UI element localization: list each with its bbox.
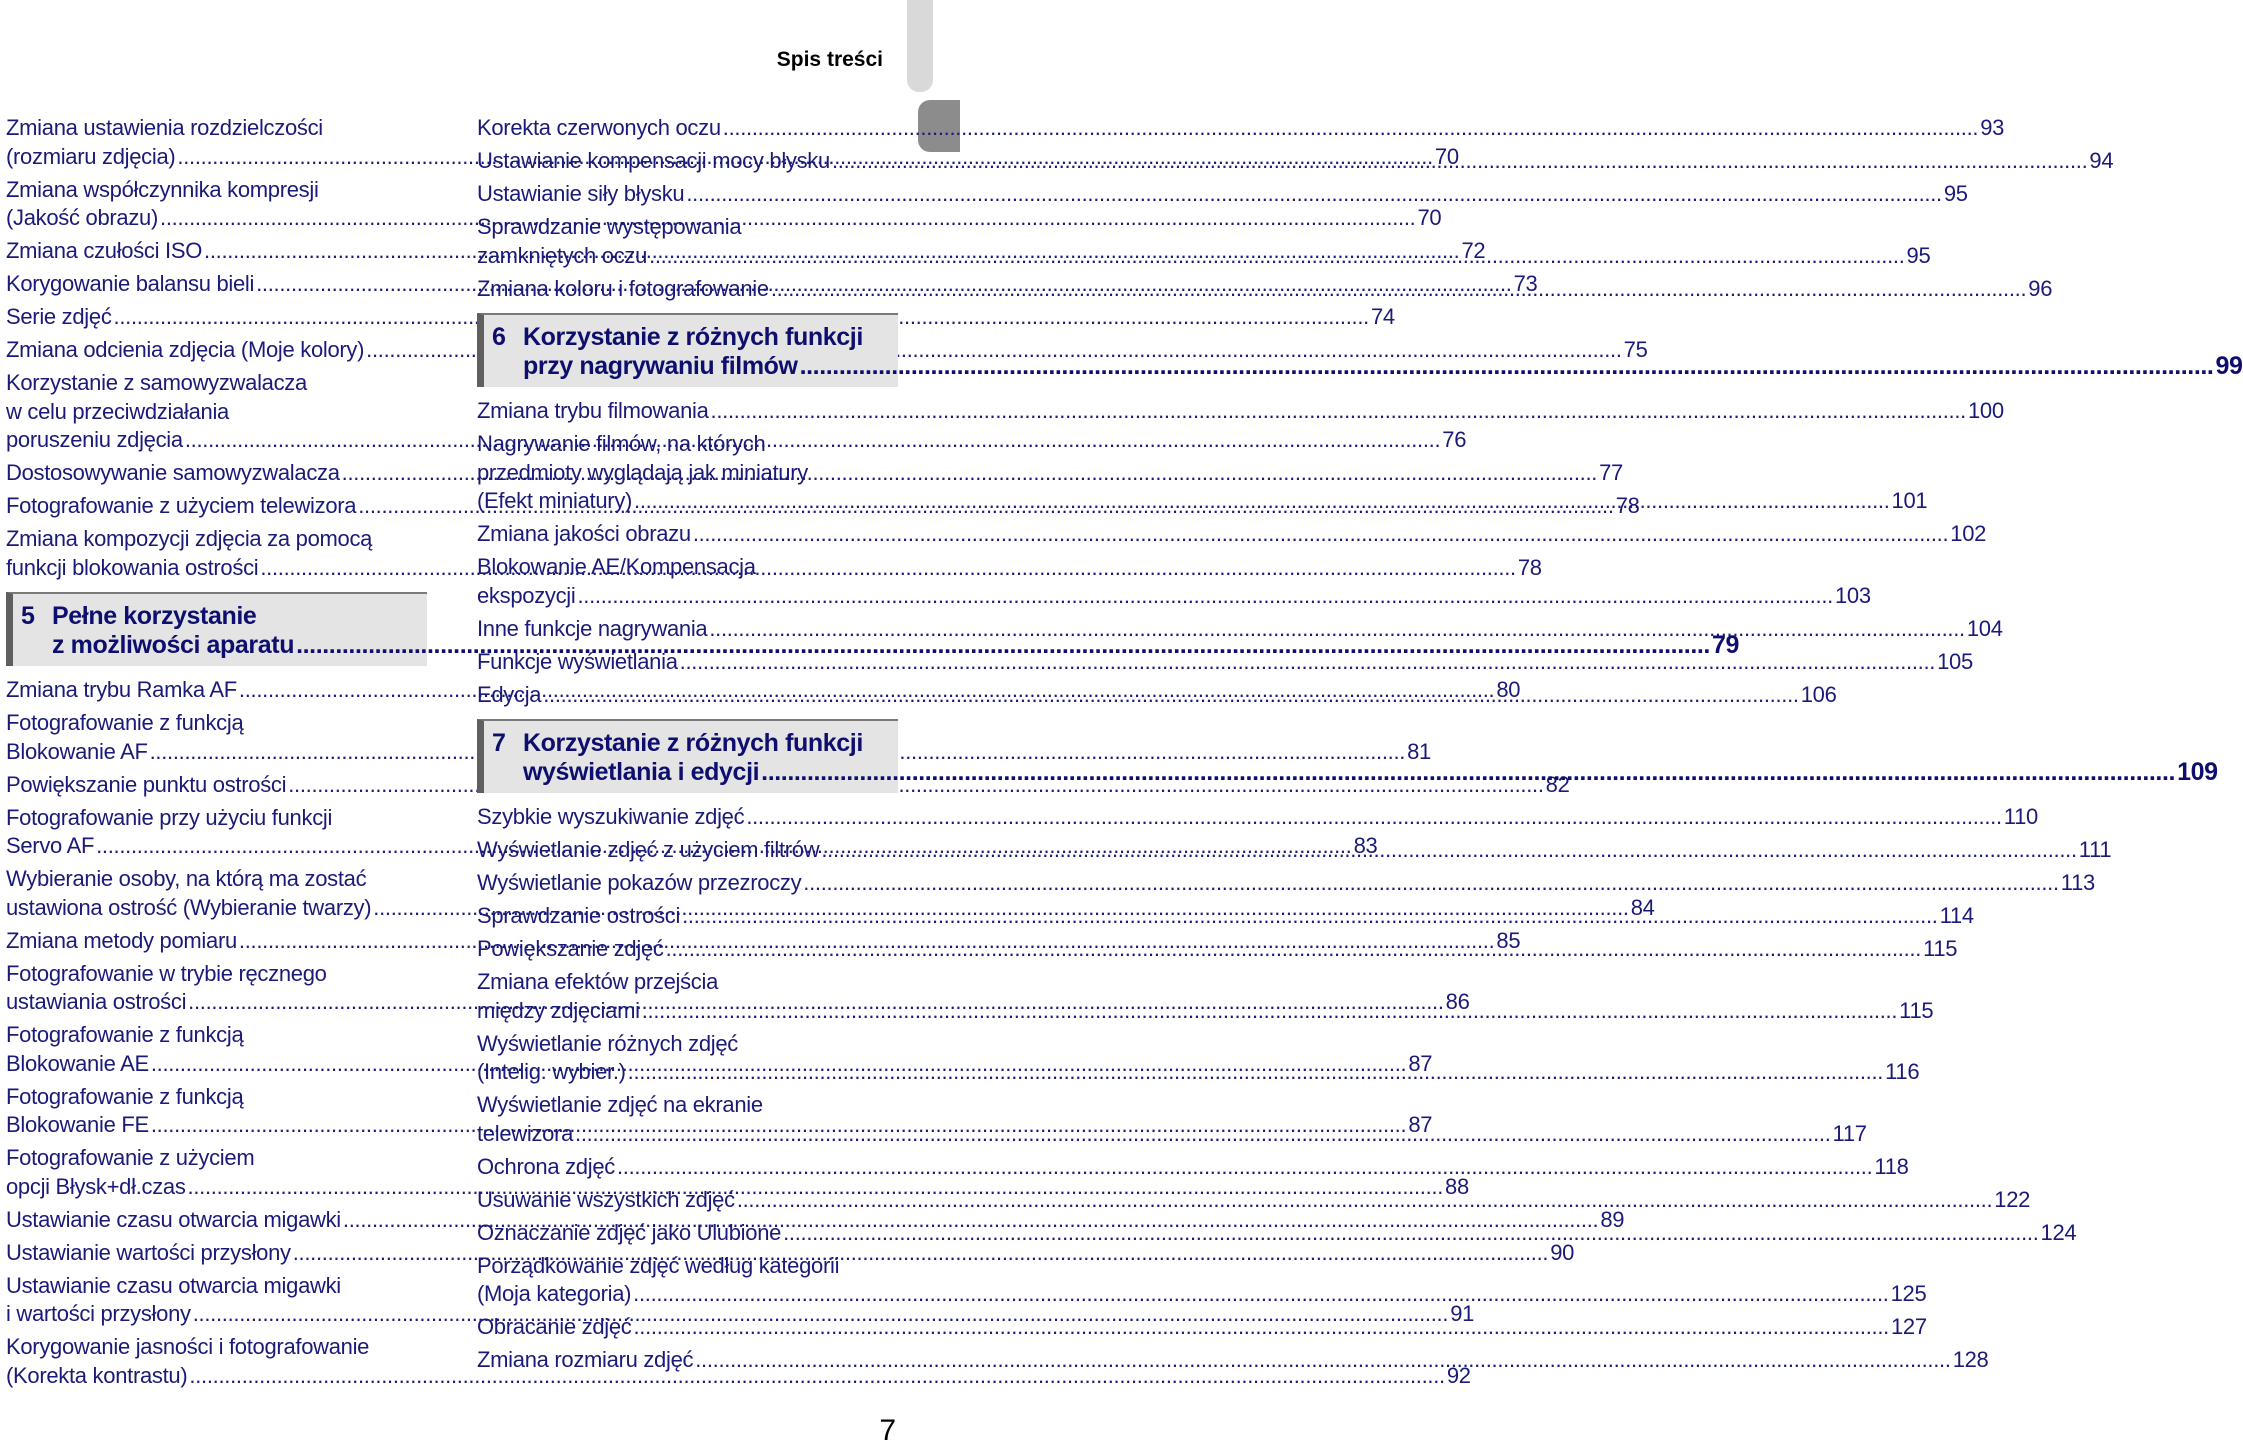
leader-dots xyxy=(666,935,1921,964)
toc-entry-text: Fotografowanie z użyciem xyxy=(6,1145,255,1170)
toc-page-number: 93 xyxy=(1980,115,2005,140)
leader-dots xyxy=(771,275,2026,304)
toc-entry-text: Wyświetlanie zdjęć na ekranie xyxy=(477,1092,763,1117)
toc-entry-text: Powiększanie zdjęć xyxy=(477,936,664,961)
toc-page-number: 95 xyxy=(1943,181,1968,206)
toc-page-number: 82 xyxy=(1545,771,1570,797)
toc-entry-text: Fotografowanie z funkcją xyxy=(6,1083,244,1109)
toc-entry-text: Fotografowanie w trybie ręcznego xyxy=(6,960,327,986)
leader-dots xyxy=(693,520,1948,549)
toc-entry-text: Ustawianie kompensacji mocy błysku xyxy=(477,148,830,173)
page-header-title: Spis treści xyxy=(776,48,883,71)
toc-page-number: 128 xyxy=(1952,1347,1989,1372)
toc-entry-text: Ustawianie wartości przysłony xyxy=(6,1239,291,1265)
toc-entry-text: Korekta czerwonych oczu xyxy=(477,115,721,140)
toc-entry-text: Edycja xyxy=(477,681,542,707)
toc-page-number: 88 xyxy=(1445,1173,1469,1199)
toc-entry-text: Korygowanie jasności i fotografowanie xyxy=(6,1334,370,1359)
toc-entry-text: telewizora xyxy=(477,1120,574,1146)
toc-page-number: 110 xyxy=(2003,804,2038,829)
toc-entry-text: Zmiana ustawienia rozdzielczości xyxy=(6,115,323,140)
toc-entry-text: Nagrywanie filmów, na których xyxy=(477,431,766,456)
toc-page-number: 83 xyxy=(1353,833,1378,858)
toc-entry[interactable] xyxy=(477,803,2038,832)
leader-dots xyxy=(800,352,2214,381)
toc-entry-text: Zmiana metody pomiaru xyxy=(6,927,237,953)
toc-entry[interactable] xyxy=(477,615,2003,644)
section-title-line: z możliwości aparatu xyxy=(52,631,295,659)
leader-dots xyxy=(711,397,1966,426)
toc-page-number: 124 xyxy=(2040,1219,2077,1245)
leader-dots xyxy=(737,1186,1992,1215)
toc-page-number: 76 xyxy=(1442,427,1467,452)
toc-entry[interactable] xyxy=(477,180,1968,209)
leader-dots xyxy=(633,1280,1888,1309)
toc-page-number: 117 xyxy=(1832,1120,1867,1146)
toc-page-number: 70 xyxy=(1417,205,1442,230)
toc-entry-text: Ustawianie czasu otwarcia migawki xyxy=(6,1272,341,1298)
toc-page-number: 78 xyxy=(1517,554,1542,580)
toc-page-number: 102 xyxy=(1950,521,1987,546)
toc-entry-text: Zmiana współczynnika kompresji xyxy=(6,176,319,202)
toc-entry-text: ustawiona ostrość (Wybieranie twarzy) xyxy=(6,894,372,920)
leader-dots xyxy=(686,180,1941,209)
leader-dots xyxy=(649,242,1904,271)
toc-entry-text: Szybkie wyszukiwanie zdjęć xyxy=(477,804,745,829)
toc-entry[interactable] xyxy=(477,520,1987,549)
toc-page-number: 89 xyxy=(1600,1206,1625,1232)
toc-entry-text: ustawiania ostrości xyxy=(6,989,187,1014)
section-title-line: wyświetlania i edycji xyxy=(523,758,760,786)
section-title-line: Korzystanie z różnych funkcji xyxy=(523,323,863,351)
toc-page-number: 86 xyxy=(1445,989,1470,1014)
toc-page-number: 92 xyxy=(1446,1362,1471,1388)
leader-dots xyxy=(682,902,1937,931)
toc-page-number: 106 xyxy=(1800,681,1837,707)
toc-entry-text: Zmiana odcienia zdjęcia (Moje kolory) xyxy=(6,337,365,362)
toc-page-number: 100 xyxy=(1968,398,2004,423)
leader-dots xyxy=(746,803,2001,832)
leader-dots xyxy=(803,869,2058,898)
toc-entry-text: Zmiana czułości ISO xyxy=(6,238,203,263)
toc-entry-text: Porządkowanie zdjęć według kategorii xyxy=(477,1252,840,1278)
toc-entry-text: i wartości przysłony xyxy=(6,1301,191,1326)
toc-entry-text: (Intelig. wybier.) xyxy=(477,1059,626,1084)
toc-entry-text: (rozmiaru zdjęcia) xyxy=(6,143,176,169)
toc-page-number: 115 xyxy=(1899,997,1934,1023)
toc-page-number: 78 xyxy=(1615,493,1640,518)
toc-page-number: 116 xyxy=(1885,1059,1920,1084)
section-page-number: 109 xyxy=(2177,758,2218,786)
chapter-tab-top xyxy=(907,0,933,92)
toc-entry-text: Inne funkcje nagrywania xyxy=(477,615,708,641)
leader-dots xyxy=(634,487,1889,516)
toc-entry-text: Wyświetlanie pokazów przezroczy xyxy=(477,870,802,895)
toc-entry-text: opcji Błysk+dł.czas xyxy=(6,1173,186,1199)
toc-entry-text: Korzystanie z samowyzwalacza xyxy=(6,370,307,395)
toc-page-number: 105 xyxy=(1937,648,1973,674)
toc-entry[interactable] xyxy=(477,397,2004,426)
leader-dots xyxy=(695,1346,1950,1375)
toc-entry-text: Oznaczanie zdjęć jako Ulubione xyxy=(477,1219,782,1245)
toc-entry-text: Wybieranie osoby, na którą ma zostać xyxy=(6,866,367,891)
toc-entry-text: Zmiana koloru i fotografowanie xyxy=(477,275,769,301)
toc-page-number: 77 xyxy=(1599,460,1623,485)
toc-entry-text: ekspozycji xyxy=(477,582,576,608)
toc-entry-text: Zmiana kompozycji zdjęcia za pomocą xyxy=(6,526,373,551)
section-number: 6 xyxy=(492,323,506,351)
toc-page-number: 95 xyxy=(1906,242,1931,268)
toc-entry-text: Korygowanie balansu bieli xyxy=(6,271,255,296)
section-page-number: 99 xyxy=(2215,352,2243,380)
toc-entry-text: między zdjęciami xyxy=(477,997,640,1023)
toc-entry-text: Zmiana rozmiaru zdjęć xyxy=(477,1347,694,1372)
toc-entry-text: zamkniętych oczu xyxy=(477,242,648,268)
leader-dots xyxy=(709,615,1964,644)
toc-page-number: 73 xyxy=(1513,271,1538,296)
page-number: 7 xyxy=(879,1414,896,1447)
toc-entry[interactable] xyxy=(477,1153,1909,1182)
toc-entry-text: Usuwanie wszystkich zdjęć xyxy=(477,1186,735,1212)
toc-page-number: 80 xyxy=(1496,677,1521,702)
toc-page-number: 87 xyxy=(1408,1112,1433,1137)
toc-entry-text: Sprawdzanie ostrości xyxy=(477,903,681,928)
toc-entry-text: Fotografowanie z użyciem telewizora xyxy=(6,493,357,518)
leader-dots xyxy=(575,1120,1830,1149)
toc-entry-text: (Efekt miniatury) xyxy=(477,488,633,513)
toc-entry-text: Wyświetlanie zdjęć z użyciem filtrów xyxy=(477,837,820,862)
toc-entry-text: Zmiana jakości obrazu xyxy=(477,521,691,546)
toc-entry[interactable] xyxy=(477,114,2005,143)
toc-page-number: 90 xyxy=(1550,1239,1575,1265)
toc-page-number: 72 xyxy=(1461,238,1486,263)
toc-entry-text: Powiększanie punktu ostrości xyxy=(6,771,287,797)
leader-dots xyxy=(783,1219,2038,1248)
toc-entry[interactable] xyxy=(6,303,1395,332)
section-number: 5 xyxy=(21,602,35,630)
toc-entry[interactable] xyxy=(477,869,2095,898)
toc-entry-text: Fotografowanie z funkcją xyxy=(6,1022,244,1047)
toc-page-number: 111 xyxy=(2078,837,2112,862)
toc-entry-text: Ustawianie czasu otwarcia migawki xyxy=(6,1206,341,1232)
section-page-number: 79 xyxy=(1711,631,1739,659)
toc-entry-text: (Jakość obrazu) xyxy=(6,205,159,230)
toc-entry-text: Blokowanie AE/Kompensacja xyxy=(477,554,756,579)
leader-dots xyxy=(628,1058,1883,1087)
toc-entry-text: w celu przeciwdziałania xyxy=(6,398,229,424)
toc-entry-text: Blokowanie AF xyxy=(6,738,148,764)
toc-page-number: 125 xyxy=(1890,1281,1927,1306)
toc-page-number: 101 xyxy=(1891,488,1928,513)
toc-entry-text: Sprawdzanie występowania xyxy=(477,214,742,239)
section-title-line: Korzystanie z różnych funkcji xyxy=(523,729,863,757)
toc-entry-text: (Moja kategoria) xyxy=(477,1281,632,1306)
leader-dots xyxy=(821,836,2076,865)
toc-entry-text: Fotografowanie z funkcją xyxy=(6,710,244,735)
toc-page-number: 91 xyxy=(1450,1301,1475,1326)
toc-page-number: 70 xyxy=(1434,143,1459,169)
toc-page-number: 96 xyxy=(2028,275,2053,301)
section-number: 7 xyxy=(492,729,506,757)
leader-dots xyxy=(832,147,2087,176)
toc-entry-text: Blokowanie FE xyxy=(6,1112,149,1137)
leader-dots xyxy=(633,1313,1888,1342)
toc-entry-text: Zmiana efektów przejścia xyxy=(477,969,719,994)
toc-page-number: 127 xyxy=(1890,1314,1927,1339)
leader-dots xyxy=(577,582,1832,611)
toc-entry-text: Funkcje wyświetlania xyxy=(477,648,678,674)
toc-entry-text: Dostosowywanie samowyzwalacza xyxy=(6,460,340,485)
toc-page-number: 118 xyxy=(1874,1153,1909,1179)
toc-page-number: 103 xyxy=(1834,582,1871,608)
toc-entry-text: (Korekta kontrastu) xyxy=(6,1362,188,1388)
toc-entry[interactable] xyxy=(477,648,1973,677)
toc-entry-text: Blokowanie AE xyxy=(6,1050,149,1076)
toc-page-number: 87 xyxy=(1408,1050,1433,1076)
toc-page-number: 115 xyxy=(1923,936,1958,961)
leader-dots xyxy=(723,114,1978,143)
toc-page-number: 74 xyxy=(1371,304,1395,329)
toc-entry-text: Ustawianie siły błysku xyxy=(477,181,685,206)
toc-page-number: 81 xyxy=(1407,738,1431,764)
leader-dots xyxy=(642,997,1897,1026)
section-title-line: Pełne korzystanie xyxy=(52,602,257,630)
toc-page-number: 94 xyxy=(2089,148,2114,173)
toc-entry-text: poruszeniu zdjęcia xyxy=(6,427,183,452)
leader-dots xyxy=(543,681,1798,710)
toc-page-number: 113 xyxy=(2060,870,2095,895)
leader-dots xyxy=(617,1153,1872,1182)
leader-dots xyxy=(680,648,1935,677)
toc-entry-text: Servo AF xyxy=(6,833,95,858)
toc-page-number: 85 xyxy=(1496,927,1521,953)
toc-page-number: 104 xyxy=(1966,615,2003,641)
section-title-line: przy nagrywaniu filmów xyxy=(523,352,798,380)
toc-page-number: 84 xyxy=(1630,894,1655,920)
toc-page-number: 122 xyxy=(1994,1186,2031,1212)
toc-page-number: 114 xyxy=(1939,903,1974,928)
toc-entry-text: Serie zdjęć xyxy=(6,304,112,329)
toc-entry-text: przedmioty wyglądają jak miniatury xyxy=(477,459,808,485)
toc-entry-text: Wyświetlanie różnych zdjęć xyxy=(477,1030,738,1056)
leader-dots xyxy=(761,758,2175,787)
toc-entry-text: Obracanie zdjęć xyxy=(477,1314,632,1339)
toc-entry-text: Zmiana trybu Ramka AF xyxy=(6,677,237,702)
toc-entry-text: Fotografowanie przy użyciu funkcji xyxy=(6,804,333,830)
toc-entry-text: funkcji blokowania ostrości xyxy=(6,554,259,580)
toc-entry-text: Ochrona zdjęć xyxy=(477,1153,615,1179)
toc-page-number: 75 xyxy=(1623,337,1648,362)
toc-entry-text: Zmiana trybu filmowania xyxy=(477,398,709,423)
